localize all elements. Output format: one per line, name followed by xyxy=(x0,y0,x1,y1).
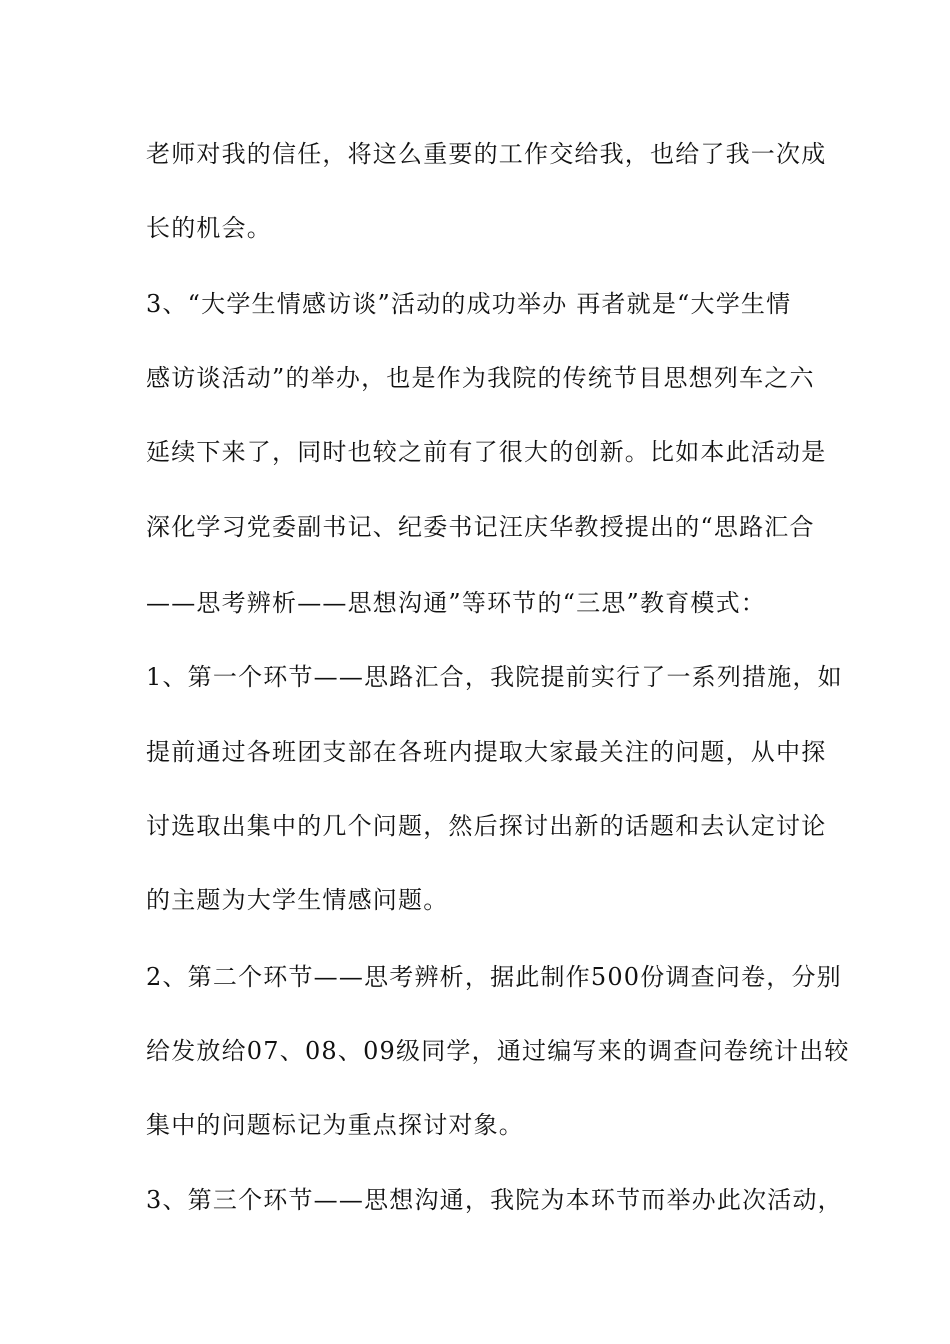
text-line: 提前通过各班团支部在各班内提取大家最关注的问题，从中探 xyxy=(146,738,827,766)
text-line: 3、第三个环节——思想沟通，我院为本环节而举办此次活动， xyxy=(146,1186,843,1214)
text-line: 1、第一个环节——思路汇合，我院提前实行了一系列措施，如 xyxy=(146,663,843,691)
text-line: 深化学习党委副书记、纪委书记汪庆华教授提出的“思路汇合 xyxy=(146,513,815,541)
text-line: 2、第二个环节——思考辨析，据此制作500份调查问卷，分别 xyxy=(146,963,842,991)
text-line: ——思考辨析——思想沟通”等环节的“三思”教育模式： xyxy=(146,589,767,617)
text-line: 3、“大学生情感访谈”活动的成功举办 再者就是“大学生情 xyxy=(146,290,792,318)
text-line: 老师对我的信任，将这么重要的工作交给我，也给了我一次成 xyxy=(146,140,827,168)
text-line: 给发放给07、08、09级同学，通过编写来的调查问卷统计出较 xyxy=(146,1037,850,1065)
text-line: 集中的问题标记为重点探讨对象。 xyxy=(146,1111,524,1139)
text-line: 延续下来了，同时也较之前有了很大的创新。比如本此活动是 xyxy=(146,438,827,466)
text-line: 的主题为大学生情感问题。 xyxy=(146,886,449,914)
text-line: 感访谈活动”的举办，也是作为我院的传统节目思想列车之六 xyxy=(146,364,815,392)
text-line: 长的机会。 xyxy=(146,214,272,242)
text-line: 讨选取出集中的几个问题，然后探讨出新的话题和去认定讨论 xyxy=(146,812,827,840)
